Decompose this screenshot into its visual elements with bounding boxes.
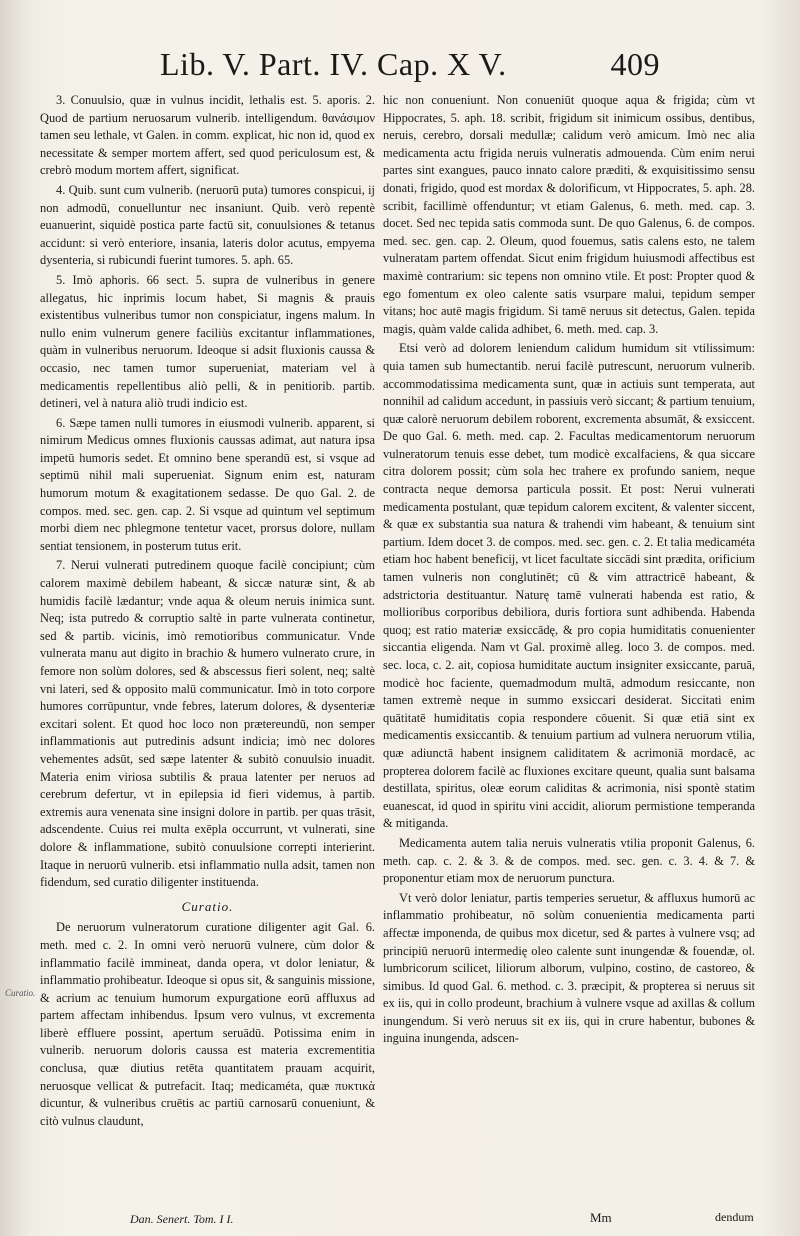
- section-title: Curatio.: [181, 898, 234, 914]
- left-column: [40, 92, 375, 1202]
- page-header: [160, 46, 660, 90]
- running-title: Lib. V. Part. IV. Cap. X V.: [160, 46, 507, 82]
- paragraph: 5. Imò aphoris. 66 sect. 5. supra de vulneribus in genere allegatus, hic inprimis locum habet, Si magnis & prauis existentibus vulneribus tumor non conspiciatur, ingens malum. In nullo enim vulnerum genere faciliùs excitantur inflammationes, quàm in vulneribus neruorum. Ideoque si adsit fluxionis caussa & occasio, nec tamen tumor superueniat, materiam vel à medicamentis repellentibus aliò pelli, & in penitiorib. partib. detineri, vel à natura aliò trudi indicio est.: [40, 272, 375, 411]
- paragraph: Medicamenta autem talia neruis vulneratis vtilia proponit Galenus, 6. meth. cap. c. 2. & 3. & de compos. med. sec. gen. c. 3. 4. & 7. & proponentur etiam mox de neruorum punctura.: [383, 835, 755, 886]
- paragraph: 3. Conuulsio, quæ in vulnus incidit, lethalis est. 5. aporis. 2. Quod de partium neruosarum vulnerib. intelligendum. θανάσιμον tamen seu lethale, vt Galen. in comm. explicat, hic non id, quod ex necessitate & semper mortem affert, sed quod periculosum est, & crebrò modum mortem affert, significat.: [40, 93, 375, 178]
- paragraph: Etsi verò ad dolorem leniendum calidum humidum sit vtilissimum: quia tamen sub humectantib. nerui facilè putrescunt, neruorum vulnerib. accommodatissima medicamenta sunt, quæ in actiuis sunt temperata, aut nonnihil ad calidum accedunt, in passiuis verò siccant; & partium tenuium, quæ calorè neruorum debilem roborent, excrementa absumāt, & exsiccent. De quo Gal. 6. meth. med. cap. 2. Facultas medicamentorum neruorum vulneratorum tenuis esse debet, tum modicè excalfaciens, & qua siccare citra dolorem possit; cùm sola hec trahere ex profundo saniem, neque contracta neque demorsa particula possit. Et post: Nerui vulnerati medicamenta postulant, quæ tepidum calorem excitent, & valenter siccent, & quæ ex substantia sua natura & trahendi vim habeant, & tenuium sint partium. Idem docet 3. de compos. med. sec. gen. c. 2. Et talia medicaméta etiam hoc habent beneficij, vt licet facultate siccādi sint prædita, orificium tamen vulneris non conglutinēt; cū & vim attractricē habeant, & adstrictoria destituantur. Naturę tamē vulnerati habenda est ratio, & mollioribus corporibus debiliora, duris fortiora sunt adhibenda. Habenda quoq; est ratio materiæ exsiccādę, & pro copia humiditatis conuenienter siccantia eligenda. Nam vt Gal. proximè alleg. loco 3. de compos. med. sec. loca, c. 2. ait, copiosa humiditate auctum insigniter exsiccante, paruā, modicè hoc faciente, quemadmodum multā, admodum resiccante, non tamen extremè neque in summo exsiccari desiderat. Siccitati enim quātitatē humiditatis copia respondere cōuenit. Si quæ etiā sint ex medicamentis exsiccantib. & tenuium partium ad vulnera neruorum vtilia, quæ adiunctā habent insignem caliditatem & acrimoniā mordacē, ac propterea dolorem facilè ac fluxiones excitare queunt, qualia sunt balsama destillata, spiritus, oleæ eorum caliditas & acrimonia, nisi spontè statim euanescat, id quod in spiritu vini accidit, aliorum permistione temperanda & mitiganda.: [383, 341, 755, 831]
- paragraph: hic non conueniunt. Non conueniūt quoque aqua & frigida; cùm vt Hippocrates, 5. aph. 18. scribit, frigidum sit inimicum ossibus, dentibus, neruis, cerebro, dorsali medullæ; calidum verò amicum. Imò nec alia medicamenta actu frigida neruis vulneratis admouenda. Cùm enim nerui partes sint exangues, pauco innato calore præditi, & exquisitissimo sensu donati, frigido, quod est mordax & dolorificum, vt Hippocrates, 5. aph. 28. scribit, facillimè offenduntur; vt etiam Galenus, 6. meth. med. cap. 3. docet. Sed nec tepida satis commoda sunt. De quo Galenus, 6. de compos. med. sec. gen. cap. 2. Oleum, quod fouemus, satis calens esto, ne talem vulneratam partem offendat. Sicut enim frigidum huiusmodi affectibus est maximè contrarium: sic tepens non omnino vtile. Et post: Propter quod & ego fomentum ex oleo calente satis vsurpare malui, tepidum semper vitans; hoc autē magis frigidum. Si tamē neruus sit detectus, Galen. tepida magis, quàm valde calida adhibet, 6. meth. med. cap. 3.: [383, 93, 755, 336]
- paragraph: 6. Sæpe tamen nulli tumores in eiusmodi vulnerib. apparent, si nimirum Medicus omnes fluxionis caussas adimat, aut natura ipsa impetū humoris sedet. Et omnino bene sperandū est, si vsque ad septimū nihil mali superueniat. Signum enim est, naturam humorum motum & exagitationem sedasse. De quo Gal. 2. de compos. med. sec. gen. cap. 2. Si vsque ad quintum vel septimum morbi diem nec phlegmone tentetur vacet, prorsus dolore, nullam sentiat tensionem, in posterum tutus erit.: [40, 415, 375, 553]
- paragraph: 7. Nerui vulnerati putredinem quoque facilè concipiunt; cùm calorem maximè debilem habeant, & siccæ naturæ sint, & ab humidis facilè lædantur; vnde aqua & oleum neruis inimica sunt. Neq; ista putredo & corruptio saltè in parte vulnerata continetur, sed & partib. vicinis, imò remotioribus communicatur. Vnde vulnerata manu aut digito in brachio & humero vulnerato crure, in femore non solùm dolores, sed & abscessus fieri solent, neq; saltè vni lateri, sed & opposito malū communicatur. Imò in toto corpore humores corrūpuntur, vnde febres, laterum dolores, & dysenteriæ excitari solent. Et quod hoc loco non prætereundū, non semper inflammationis aut putredinis adsunt indicia; imò nec dolores vehementes adsūt, sed sæpe latenter & subitò conuulsio inuadit. Materia enim viriosa subtilis & praua latenter per neruos ad cerebrum defertur, vt in epilepsia id fieri videmus, à partib. extremis aura venenata sine insigni dolore in partib. per quas trāsit, adscendente. Cuius rei multa exēpla occurrunt, vt vulnerati, sine dolore & inflammatione, subitò conuulsione correpti interierint. Itaque in neruorū vulnerib. etsi inflammatio nulla adsit, tamen non fidendum, sed curatio diligenter instituenda.: [40, 558, 375, 890]
- margin-note: Curatio.: [5, 988, 36, 998]
- paragraph: Vt verò dolor leniatur, partis temperies seruetur, & affluxus humorū ac inflammatio prohibeatur, nō solùm conuenientia medicamenta parti affectæ imponenda, de quibus mox dicetur, sed & partes à vulnere vsq; ad principiū neruorū intermedię oleo calente sunt inungendæ & fouendæ, ol. lumbricorum scilicet, liliorum alborum, vulpino, costino, de castoreo, & simibus. Id quod Gal. 6. method. c. 3. præcipit, & propterea si neruus sit ex iis, qui in collo prodeunt, brachium à vulnere vsque ad axillas & collum inungendum. Si verò neruus sit ex iis, qui in crure habentur, bubones & inguina inungenda, adscen-: [383, 890, 755, 1046]
- right-column: [383, 92, 755, 1202]
- footer-author: Dan. Senert. Tom. I I.: [130, 1212, 234, 1226]
- signature-mark: Mm: [590, 1210, 612, 1225]
- catchword: dendum: [715, 1210, 754, 1224]
- paragraph: 4. Quib. sunt cum vulnerib. (neruorū puta) tumores conspicui, ij non admodū, conuelluntur nec insaniunt. Quib. verò repentè euanuerint, siquidè postica parte factū sit, conuulsiones & tetanus accidunt: si verò enteriore, insania, lateris dolor acutus, empyema dysenteria, si rubicundi fuerint tumores. 5. aph. 65.: [40, 182, 375, 268]
- paragraph: De neruorum vulneratorum curatione diligenter agit Gal. 6. meth. med c. 2. In omni verò neruorū vulnere, cùm dolor & inflammatio facilè immineat, danda opera, vt dolor leniatur, & inflammatio prohibeatur. Ideoque si opus sit, & sanguinis missione, & acrium ac tenuium humorum expurgatione eorū affluxus ad partem affectam inhibendus. Ipsum vero vulnus, vt excrementa liberè effluere possint, apertum seruādū. Potissima enim in vulnerib. neruorum doloris caussa est materia excrementitia conclusa, quæ diutius retēta quantitatem prauam acquirit, neruosque vellicat & putrefacit. Itaq; medicaméta, quæ πυκτικὰ dicuntur, & vulneribus cruētis ac partiū carnosarū conueniunt, & citò vulnus claudunt,: [40, 920, 375, 1128]
- page-number: 409: [610, 46, 660, 82]
